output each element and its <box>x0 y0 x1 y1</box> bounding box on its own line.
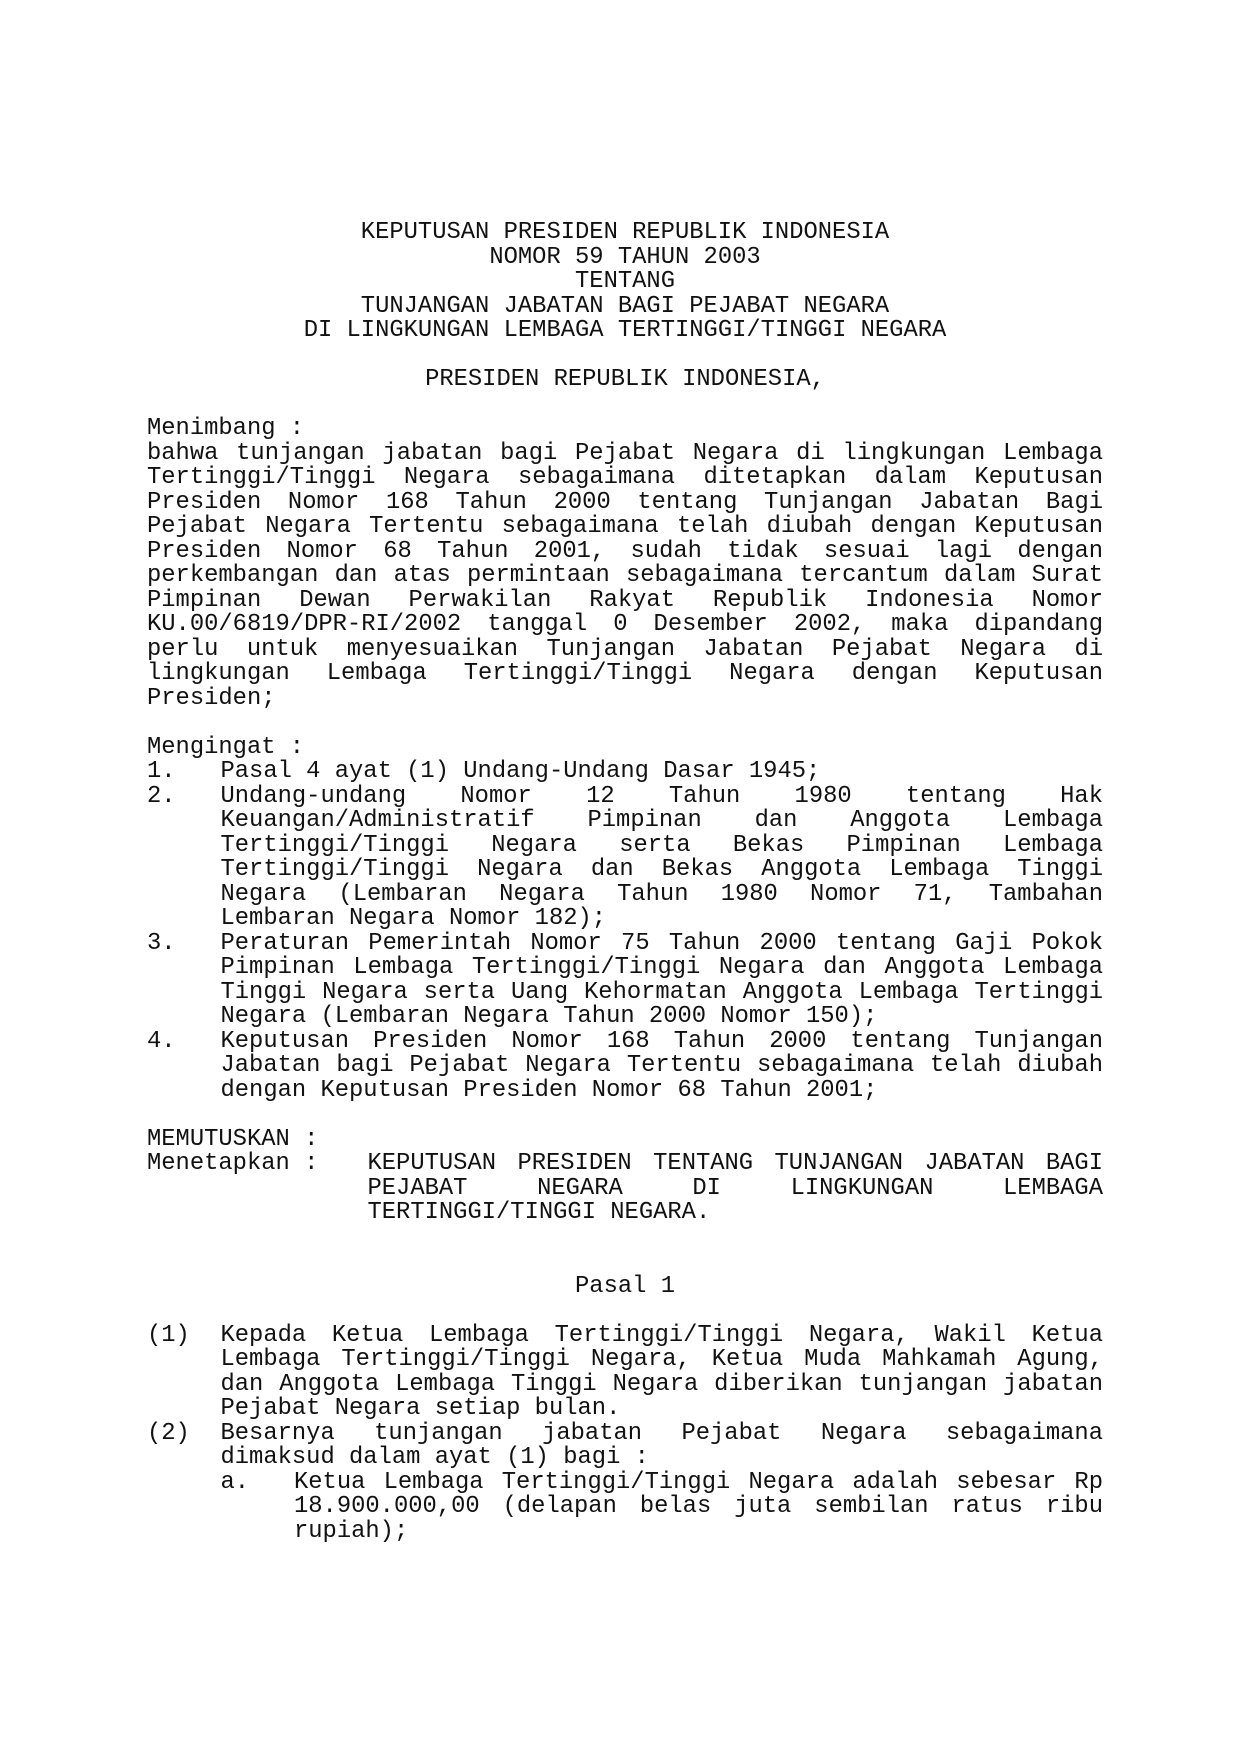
text-line: Kepada Ketua Lembaga Tertinggi/Tinggi Negara, Wakil Ketua <box>220 1321 1103 1349</box>
text-line: 18.900.000,00 (delapan belas juta sembilan ratus ribu <box>294 1493 1103 1520</box>
text-line: Undang-undang Nomor 12 Tahun 1980 tentang Hak <box>220 782 1103 810</box>
text-line: Negara (Lembaran Negara Tahun 1980 Nomor 71, Tambahan <box>220 880 1103 908</box>
section-label: Menimbang : <box>147 415 305 442</box>
text-line: Tinggi Negara serta Uang Kehormatan Anggota Lembaga Tertinggi <box>220 978 1103 1006</box>
item-number: 4. <box>147 1027 176 1055</box>
item-number: 3. <box>147 929 176 957</box>
list-item <box>147 782 1103 932</box>
menetapkan-section <box>147 1152 1103 1226</box>
text-line: Presiden; <box>147 684 276 712</box>
text-line: Tertinggi/Tinggi Negara sebagaimana ditetapkan dalam Keputusan <box>147 464 1103 491</box>
ayat-number: (1) <box>147 1321 190 1349</box>
item-number: 1. <box>147 758 176 785</box>
list-item <box>147 929 1103 1030</box>
text-line: lingkungan Lembaga Tertinggi/Tinggi Negara dengan Keputusan <box>147 660 1103 687</box>
section-label: Menetapkan : <box>147 1150 319 1177</box>
sub-item <box>220 1468 1104 1545</box>
text-line: KEPUTUSAN PRESIDEN TENTANG TUNJANGAN JABATAN BAGI <box>367 1150 1103 1177</box>
list-item <box>147 1027 1103 1104</box>
text-line: Keputusan Presiden Nomor 168 Tahun 2000 tentang Tunjangan <box>220 1027 1103 1055</box>
title-line: NOMOR 59 TAHUN 2003 <box>489 243 761 271</box>
text-line: Ketua Lembaga Tertinggi/Tinggi Negara adalah sebesar Rp <box>294 1468 1103 1496</box>
memutuskan-label: MEMUTUSKAN : <box>147 1125 319 1153</box>
text-line: Presiden Nomor 168 Tahun 2000 tentang Tunjangan Jabatan Bagi <box>147 488 1103 516</box>
preamble: PRESIDEN REPUBLIK INDONESIA, <box>425 366 825 393</box>
menimbang-section <box>147 417 1103 711</box>
text-line: Pasal 4 ayat (1) Undang-Undang Dasar 1945; <box>220 758 821 785</box>
title-line: DI LINGKUNGAN LEMBAGA TERTINGGI/TINGGI NEGARA <box>303 317 947 344</box>
text-line: Pimpinan Lembaga Tertinggi/Tinggi Negara dan Anggota Lembaga <box>220 954 1103 981</box>
text-line: Pejabat Negara setiap bulan. <box>220 1395 621 1422</box>
ayat-number: (2) <box>147 1419 190 1447</box>
text-line: Lembaran Negara Nomor 182); <box>220 905 607 932</box>
text-line: Besarnya tunjangan jabatan Pejabat Negara sebagaimana <box>220 1419 1103 1447</box>
text-line: TERTINGGI/TINGGI NEGARA. <box>367 1199 711 1226</box>
text-line: KU.00/6819/DPR-RI/2002 tanggal 0 Desember 2002, maka dipandang <box>147 611 1103 638</box>
pasal-1 <box>147 1321 1103 1545</box>
ayat-item <box>147 1419 1103 1545</box>
document-title <box>147 221 1103 344</box>
title-line: TUNJANGAN JABATAN BAGI PEJABAT NEGARA <box>360 292 890 320</box>
list-item <box>147 760 1103 785</box>
section-label: Mengingat : <box>147 733 305 761</box>
ayat-item <box>147 1321 1103 1422</box>
text-line: Tertinggi/Tinggi Negara dan Bekas Anggota Lembaga Tinggi <box>220 856 1103 883</box>
title-line: TENTANG <box>575 268 675 295</box>
text-line: Pimpinan Dewan Perwakilan Rakyat Republik Indonesia Nomor <box>147 586 1103 614</box>
text-line: Presiden Nomor 68 Tahun 2001, sudah tidak sesuai lagi dengan <box>147 537 1103 565</box>
mengingat-section <box>147 733 1103 1104</box>
item-number: 2. <box>147 782 176 810</box>
text-line: rupiah); <box>294 1517 409 1545</box>
text-line: Jabatan bagi Pejabat Negara Tertentu sebagaimana telah diubah <box>220 1052 1103 1079</box>
sub-item-letter: a. <box>220 1468 250 1496</box>
text-line: perlu untuk menyesuaikan Tunjangan Jabatan Pejabat Negara di <box>147 635 1103 663</box>
text-line: bahwa tunjangan jabatan bagi Pejabat Negara di lingkungan Lembaga <box>147 439 1103 467</box>
text-line: perkembangan dan atas permintaan sebagaimana tercantum dalam Surat <box>147 562 1103 589</box>
title-line: KEPUTUSAN PRESIDEN REPUBLIK INDONESIA <box>360 219 890 246</box>
text-line: dan Anggota Lembaga Tinggi Negara diberikan tunjangan jabatan <box>220 1370 1103 1398</box>
text-line: Negara (Lembaran Negara Tahun 2000 Nomor 150); <box>220 1003 878 1030</box>
text-line: dengan Keputusan Presiden Nomor 68 Tahun 2001; <box>220 1076 878 1104</box>
text-line: Pejabat Negara Tertentu sebagaimana telah diubah dengan Keputusan <box>147 513 1103 540</box>
text-line: Tertinggi/Tinggi Negara serta Bekas Pimpinan Lembaga <box>220 831 1103 859</box>
text-line: Peraturan Pemerintah Nomor 75 Tahun 2000 tentang Gaji Pokok <box>220 929 1103 957</box>
document-page <box>147 221 1103 1544</box>
pasal-title: Pasal 1 <box>575 1272 675 1300</box>
text-line: dimaksud dalam ayat (1) bagi : <box>220 1444 649 1471</box>
text-line: PEJABAT NEGARA DI LINGKUNGAN LEMBAGA <box>367 1174 1103 1202</box>
text-line: Keuangan/Administratif Pimpinan dan Anggota Lembaga <box>220 807 1103 834</box>
text-line: Lembaga Tertinggi/Tinggi Negara, Ketua Muda Mahkamah Agung, <box>220 1346 1103 1373</box>
